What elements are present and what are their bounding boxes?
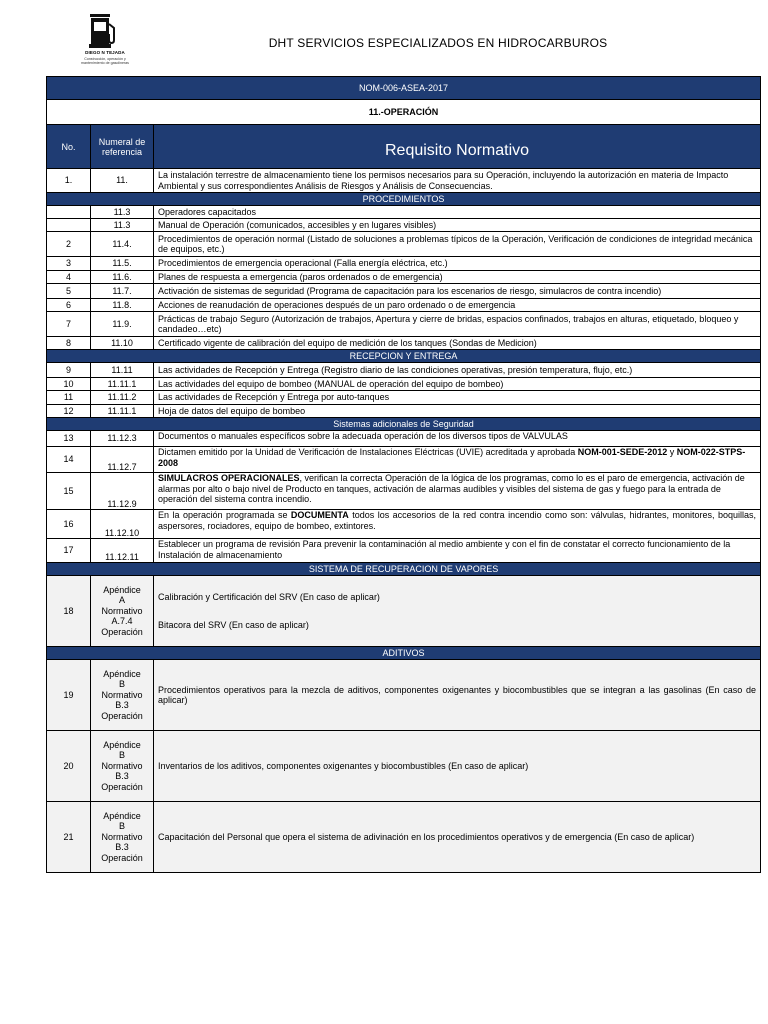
logo-name: DIEGO N TEJADA [85,50,125,55]
numeral-line: Normativo [101,831,143,842]
row-number: 12 [47,405,91,418]
reference-numeral [91,576,154,647]
reference-numeral: 11.12.3 [91,431,154,447]
requirement-text: Las actividades de Recepción y Entrega (Registro diario de las condiciones operativas, presión temperatura, flujo, etc.) [154,363,761,378]
fuel-pump-icon [88,14,118,48]
row-number: 20 [47,731,91,802]
section-header [47,193,761,206]
row-number: 3 [47,257,91,271]
requirement-fragment: y [667,447,677,457]
requirement-fragment: , verifican la correcta Operación de la lógica de los programas, como lo es el paro de emergencia, activación de alarmas por alto o bajo nivel de Producto en tanques, activación de alarmas audibles y visibles del sistema de gas y fuego para la entrada de operación del sistema contra incendio. [158,473,745,504]
logo-tagline: Construcción, operación y mantenimiento de gasolineras [81,57,129,65]
requirement-line: Bitacora del SRV (En caso de aplicar) [158,620,309,630]
reference-numeral: 11.11.2 [91,391,154,405]
row-number: 14 [47,447,91,473]
requirement-text: Establecer un programa de revisión Para prevenir la contaminación al medio ambiente y con el fin de constatar el correcto funcionamiento de la Instalación de almacenamiento [154,539,761,563]
table-row [47,447,761,473]
requirement-fragment: NOM-022-STPS-2008 [158,447,746,468]
numeral-line: Normativo [101,605,143,616]
row-number: 17 [47,539,91,563]
numeral-line: Apéndice [103,584,141,595]
table-row [47,271,761,284]
row-number: 19 [47,660,91,731]
reference-numeral: 11.11.1 [91,405,154,418]
numeral-line: Normativo [101,689,143,700]
reference-numeral: 11.8. [91,299,154,312]
table-row [47,576,761,647]
table-row [47,731,761,802]
reference-numeral: 11.12.10 [91,510,154,539]
numeral-line: Operación [101,626,143,637]
reference-numeral: 11.12.11 [91,539,154,563]
table-row [47,232,761,257]
numeral-line: Apéndice [103,739,141,750]
numeral-line: B.3 [115,771,129,782]
reference-numeral: 11. [91,169,154,193]
table-row [47,257,761,271]
table-row [47,169,761,193]
table-row [47,363,761,378]
numeral-line: B.3 [115,842,129,853]
row-number: 15 [47,473,91,510]
requirement-text [154,447,761,473]
requirement-text: Acciones de reanudación de operaciones después de un paro ordenado o de emergencia [154,299,761,312]
table-row [47,510,761,539]
table-row [47,299,761,312]
requirement-text: Prácticas de trabajo Seguro (Autorización de trabajos, Apertura y cierre de bridas, espacios confinados, trabajos en alturas, etiquetado, bloqueo y candadeo…etc) [154,312,761,337]
row-number [47,219,91,232]
section-header [47,418,761,431]
table-row [47,405,761,418]
reference-numeral: 11.9. [91,312,154,337]
numeral-line: Normativo [101,760,143,771]
row-number [47,206,91,219]
row-number: 10 [47,378,91,391]
row-number: 2 [47,232,91,257]
section-title: SISTEMA DE RECUPERACION DE VAPORES [47,563,761,576]
reference-numeral: 11.10 [91,337,154,350]
requirement-text: Capacitación del Personal que opera el sistema de adivinación en los procedimientos operativos y de emergencia (En caso de aplicar) [154,802,761,873]
requirement-text: Documentos o manuales específicos sobre la adecuada operación de los diversos tipos de VALVULAS [154,431,761,447]
requirement-text: Las actividades del equipo de bombeo (MANUAL de operación del equipo de bombeo) [154,378,761,391]
company-logo [76,14,134,70]
requirement-text [154,473,761,510]
section-title: ADITIVOS [47,647,761,660]
reference-numeral: 11.12.7 [91,447,154,473]
reference-numeral: 11.7. [91,284,154,299]
section-title: Sistemas adicionales de Seguridad [47,418,761,431]
requirement-text: La instalación terrestre de almacenamiento tiene los permisos necesarios para su Operación, incluyendo la autorización en materia de Impacto Ambiental y sus correspondientes Análisis de Riesgos y Análisis de Consecuencias. [154,169,761,193]
requirement-text: Inventarios de los aditivos, componentes oxigenantes y biocombustibles (En caso de aplicar) [154,731,761,802]
table-row [47,539,761,563]
row-number: 16 [47,510,91,539]
table-row [47,219,761,232]
company-name: DHT SERVICIOS ESPECIALIZADOS EN HIDROCARBUROS [268,36,608,50]
section-title: RECEPCION Y ENTREGA [47,350,761,363]
numeral-line: B [118,679,125,690]
reference-numeral: 11.6. [91,271,154,284]
requirement-text: Procedimientos operativos para la mezcla de aditivos, componentes oxigenantes y biocombustibles que se integran a las gasolinas (En caso de aplicar) [154,660,761,731]
requirement-text [154,576,761,647]
table-row [47,391,761,405]
column-header-numeral: Numeral de referencia [91,125,154,169]
chapter-title: 11.-OPERACIÓN [47,100,761,125]
table-row [47,802,761,873]
requirement-text: Certificado vigente de calibración del equipo de medición de los tanques (Sondas de Medicion) [154,337,761,350]
reference-numeral: 11.11.1 [91,378,154,391]
table-row [47,284,761,299]
requirement-text: Planes de respuesta a emergencia (paros ordenados o de emergencia) [154,271,761,284]
reference-numeral: 11.3 [91,219,154,232]
table-row [47,473,761,510]
column-header-no: No. [47,125,91,169]
requirement-text: Manual de Operación (comunicados, accesibles y en lugares visibles) [154,219,761,232]
numeral-line: B.3 [115,700,129,711]
requirement-text: Las actividades de Recepción y Entrega por auto-tanques [154,391,761,405]
row-number: 4 [47,271,91,284]
row-number: 8 [47,337,91,350]
norm-title: NOM-006-ASEA-2017 [47,77,761,100]
reference-numeral [91,660,154,731]
reference-numeral: 11.4. [91,232,154,257]
requirement-fragment: SIMULACROS OPERACIONALES [158,473,300,483]
table-row [47,660,761,731]
row-number: 7 [47,312,91,337]
table-row [47,312,761,337]
section-header [47,350,761,363]
numeral-line: Operación [101,781,143,792]
row-number: 21 [47,802,91,873]
numeral-line: B [118,750,125,761]
requirement-text [154,510,761,539]
requirement-line: Calibración y Certificación del SRV (En caso de aplicar) [158,591,380,602]
row-number: 6 [47,299,91,312]
requirement-text: Hoja de datos del equipo de bombeo [154,405,761,418]
numeral-line: Apéndice [103,810,141,821]
row-number: 9 [47,363,91,378]
numeral-line: Operación [101,852,143,863]
row-number: 5 [47,284,91,299]
column-header-requirement: Requisito Normativo [154,125,761,169]
row-number: 11 [47,391,91,405]
table-row [47,431,761,447]
reference-numeral: 11.12.9 [91,473,154,510]
section-header [47,563,761,576]
requirement-fragment: todos los accesorios de la red contra incendio como son: válvulas, hidrantes, monitores, boquillas, aspersores, rociadores, equipo de bombeo, extintores. [158,510,757,531]
page-header [0,0,768,76]
numeral-line: B [118,821,125,832]
reference-numeral [91,731,154,802]
requirement-text: Activación de sistemas de seguridad (Programa de capacitación para los escenarios de riesgo, simulacros de contra incendio) [154,284,761,299]
requirement-text: Procedimientos de operación normal (Listado de soluciones a problemas típicos de la Operación, Verificación de condiciones de integridad mecánica de equipos, etc.) [154,232,761,257]
requirement-fragment: DOCUMENTA [290,510,349,520]
numeral-line: Operación [101,710,143,721]
table-body [47,169,761,873]
section-title: PROCEDIMIENTOS [47,193,761,206]
reference-numeral: 11.11 [91,363,154,378]
table-row [47,378,761,391]
table-row [47,337,761,350]
requirement-fragment: En la operación programada se [158,510,291,520]
table-row [47,206,761,219]
row-number: 1. [47,169,91,193]
row-number: 13 [47,431,91,447]
numeral-line: Apéndice [103,668,141,679]
numeral-line: A.7.4 [111,616,133,627]
reference-numeral [91,802,154,873]
reference-numeral: 11.3 [91,206,154,219]
row-number: 18 [47,576,91,647]
requirements-table [46,76,761,873]
requirement-fragment: NOM-001-SEDE-2012 [577,447,668,457]
requirement-text: Procedimientos de emergencia operacional (Falla energía eléctrica, etc.) [154,257,761,271]
requirement-fragment: Dictamen emitido por la Unidad de Verificación de Instalaciones Eléctricas (UVIE) acreditada y aprobada [158,447,578,457]
section-header [47,647,761,660]
numeral-line: A [118,595,125,606]
requirement-text: Operadores capacitados [154,206,761,219]
reference-numeral: 11.5. [91,257,154,271]
